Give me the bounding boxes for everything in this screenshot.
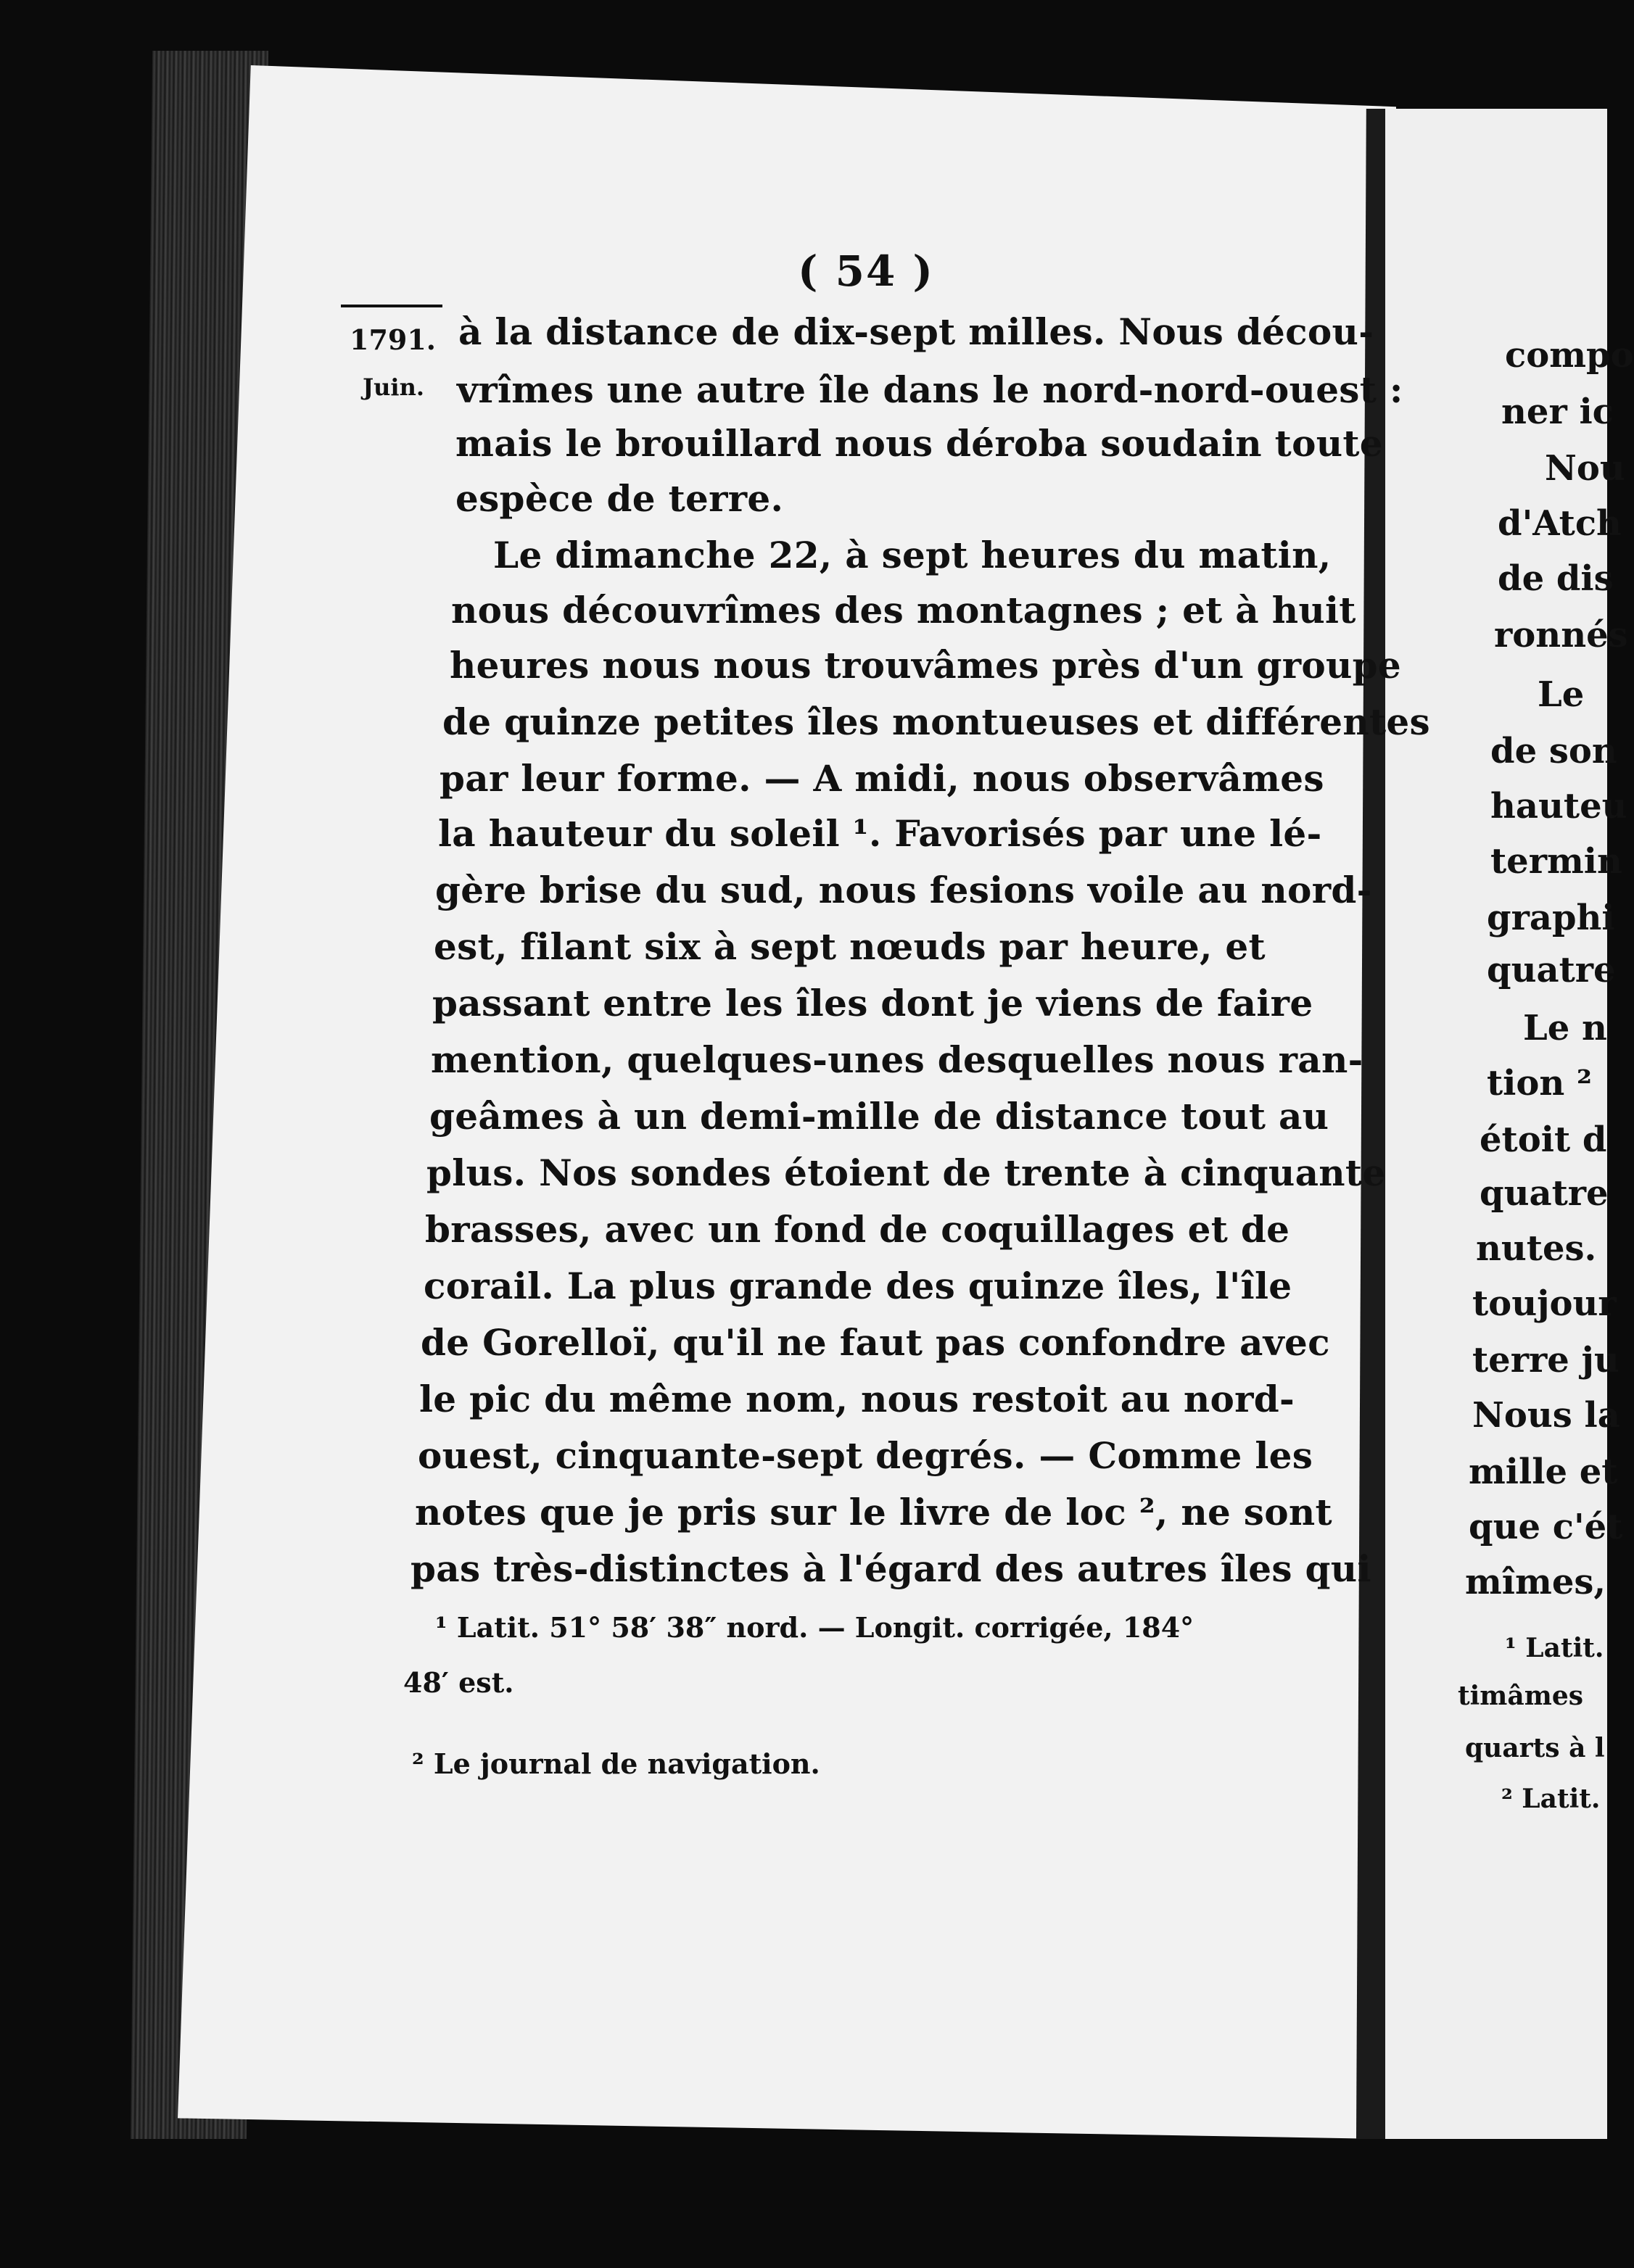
- facing-text-line: quatre: [1487, 950, 1616, 990]
- text-line: ouest, cinquante-sept degrés. — Comme les: [418, 1434, 1313, 1477]
- margin-rule: [341, 305, 442, 307]
- footnote: 48′ est.: [403, 1666, 514, 1699]
- text-line: gère brise du sud, nous fesions voile au nord-: [435, 869, 1372, 911]
- text-line: par leur forme. — A midi, nous observâmes: [440, 757, 1324, 800]
- facing-text-line: Le n: [1523, 1008, 1607, 1048]
- facing-text-line: ner ic: [1501, 392, 1614, 432]
- facing-text-line: hauteu: [1490, 786, 1627, 827]
- facing-text-line: de son: [1490, 731, 1617, 771]
- text-line: corail. La plus grande des quinze îles, l'île: [424, 1265, 1292, 1307]
- facing-text-line: termin: [1490, 841, 1622, 882]
- facing-text-line: toujour: [1472, 1283, 1617, 1324]
- margin-month: Juin.: [363, 373, 424, 401]
- facing-footnote: timâmes: [1458, 1681, 1583, 1711]
- facing-text-line: mille et: [1469, 1452, 1618, 1492]
- text-line: pas très-distinctes à l'égard des autres îles qui: [410, 1547, 1371, 1590]
- footnote: ¹ Latit. 51° 58′ 38″ nord. — Longit. corrigée, 184°: [435, 1611, 1194, 1644]
- page-number-header: ( 54 ): [798, 247, 934, 296]
- text-line: mais le brouillard nous déroba soudain toute: [455, 422, 1383, 465]
- facing-text-line: que c'ét: [1469, 1507, 1623, 1547]
- facing-text-line: graphi: [1487, 898, 1615, 938]
- facing-text-line: nutes.: [1476, 1228, 1597, 1269]
- facing-footnote: ² Latit.: [1501, 1784, 1601, 1814]
- text-line: nous découvrîmes des montagnes ; et à huit: [451, 589, 1356, 632]
- text-line: de quinze petites îles montueuses et différentes: [442, 700, 1430, 743]
- facing-text-line: de dis: [1498, 558, 1614, 599]
- text-line: Le dimanche 22, à sept heures du matin,: [493, 534, 1332, 576]
- facing-text-line: Le: [1538, 674, 1585, 715]
- text-line: la hauteur du soleil ¹. Favorisés par une lé-: [438, 812, 1322, 855]
- text-line: notes que je pris sur le livre de loc ², ne sont: [415, 1491, 1332, 1534]
- facing-text-line: tion ²: [1487, 1063, 1593, 1104]
- footnote: ² Le journal de navigation.: [412, 1747, 820, 1780]
- text-line: heures nous nous trouvâmes près d'un groupe: [450, 644, 1402, 687]
- facing-text-line: terre ju: [1472, 1340, 1619, 1381]
- facing-footnote: ¹ Latit.: [1505, 1633, 1604, 1663]
- facing-text-line: mîmes,: [1465, 1562, 1606, 1602]
- text-line: de Gorelloï, qu'il ne faut pas confondre avec: [421, 1321, 1330, 1364]
- text-line: brasses, avec un fond de coquillages et de: [425, 1208, 1290, 1251]
- facing-text-line: Nou: [1545, 448, 1625, 489]
- margin-year: 1791.: [350, 323, 436, 356]
- text-line: plus. Nos sondes étoient de trente à cinquante: [426, 1151, 1386, 1194]
- facing-text-line: quatre: [1480, 1173, 1609, 1214]
- facing-text-line: compo: [1505, 335, 1634, 376]
- facing-text-line: d'Atch: [1498, 503, 1622, 544]
- text-line: à la distance de dix-sept milles. Nous décou-: [458, 310, 1374, 353]
- text-line: vrîmes une autre île dans le nord-nord-ouest :: [457, 368, 1403, 411]
- facing-text-line: Nous la: [1472, 1395, 1620, 1436]
- text-line: mention, quelques-unes desquelles nous ran-: [431, 1038, 1363, 1081]
- text-line: le pic du même nom, nous restoit au nord-: [419, 1378, 1295, 1420]
- facing-footnote: quarts à l: [1465, 1733, 1605, 1763]
- text-line: geâmes à un demi-mille de distance tout au: [429, 1095, 1329, 1138]
- text-line: espèce de terre.: [455, 477, 784, 520]
- text-line: est, filant six à sept nœuds par heure, et: [434, 925, 1266, 968]
- facing-text-line: étoit d: [1480, 1119, 1607, 1160]
- text-line: passant entre les îles dont je viens de faire: [432, 982, 1313, 1025]
- facing-text-line: ronnés: [1494, 615, 1628, 655]
